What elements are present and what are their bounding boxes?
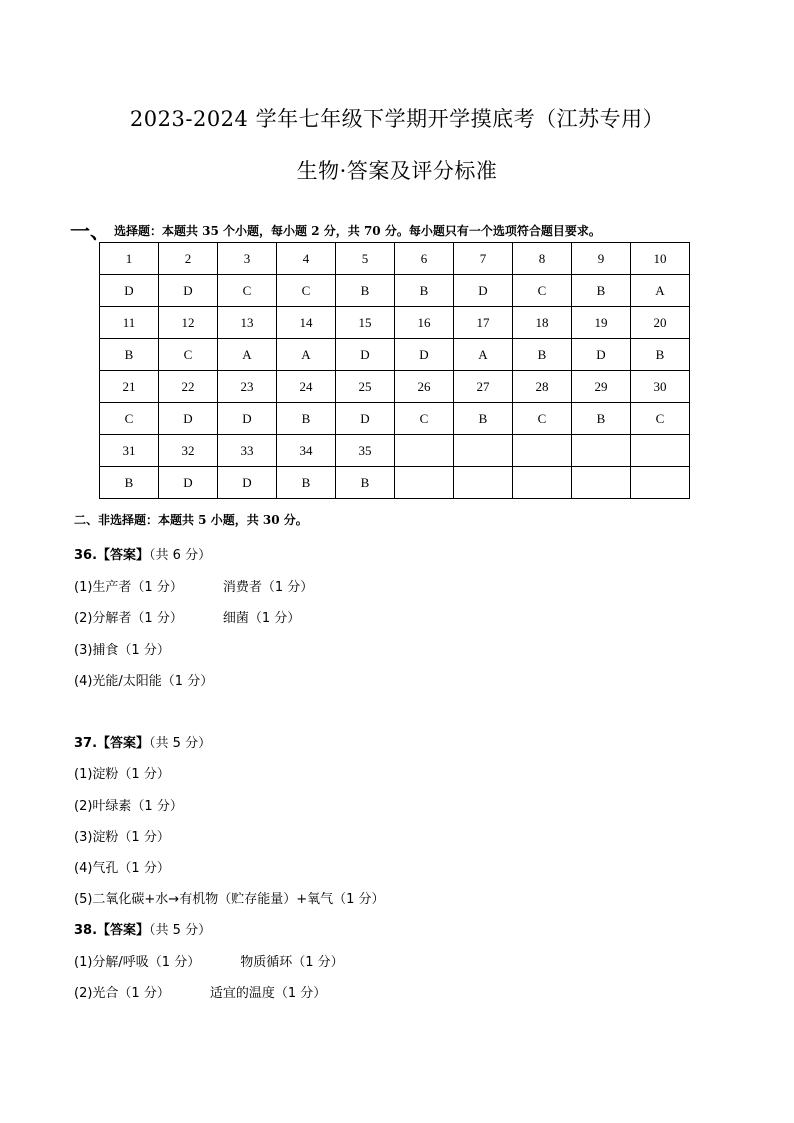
document-title: 2023-2024 学年七年级下学期开学摸底考（江苏专用） [129,107,665,131]
answer-cell: C [395,403,454,435]
q36-line-2 [74,607,300,626]
question-number-cell: 22 [159,371,218,403]
q38-answer-2b: 适宜的温度（1 分） [209,986,327,1001]
q38-answer-2a: (2)光合（1 分） [74,986,170,1001]
answer-cell: D [395,339,454,371]
q37-line-1: (1)淀粉（1 分） [74,767,170,782]
q37-label: 37. [74,736,98,751]
question-number-cell: 26 [395,371,454,403]
question-number-cell: 33 [218,435,277,467]
answer-cell: C [218,275,277,307]
q36-answer-1b: 消费者（1 分） [222,580,314,595]
question-number-cell: 7 [454,243,513,275]
q36-line-1 [74,576,313,595]
q36-line-4: (4)光能/太阳能（1 分） [74,674,214,689]
answer-cell [631,467,690,499]
question-number-cell: 3 [218,243,277,275]
q37-points: （共 5 分） [149,736,212,751]
answer-cell: B [395,275,454,307]
q36-label: 36. [74,548,98,563]
answer-cell: C [513,403,572,435]
question-number-cell: 20 [631,307,690,339]
question-number-cell: 9 [572,243,631,275]
q38-tag: 【答案】 [97,923,150,938]
question-number-cell [513,435,572,467]
answer-cell: C [513,275,572,307]
q37-header [74,732,211,751]
question-number-cell: 8 [513,243,572,275]
answer-cell: D [218,403,277,435]
question-number-cell: 12 [159,307,218,339]
answer-cell: B [454,403,513,435]
answer-cell: A [454,339,513,371]
question-number-cell: 28 [513,371,572,403]
q38-label: 38. [74,923,98,938]
q36-points: （共 6 分） [149,548,212,563]
question-number-row [100,435,690,467]
answer-cell: A [277,339,336,371]
answer-cell: B [336,467,395,499]
question-number-cell [454,435,513,467]
q36-answer-1a: (1)生产者（1 分） [74,580,183,595]
q38-points: （共 5 分） [149,923,212,938]
question-number-cell: 10 [631,243,690,275]
q36-header [74,544,211,563]
answer-cell: D [218,467,277,499]
answer-cell: B [572,275,631,307]
question-number-cell: 16 [395,307,454,339]
question-number-cell: 18 [513,307,572,339]
answer-cell: D [159,467,218,499]
q36-answer-2a: (2)分解者（1 分） [74,611,183,626]
answer-cell: D [159,403,218,435]
answer-cell: A [631,275,690,307]
question-number-cell: 5 [336,243,395,275]
answer-cell: B [631,339,690,371]
answer-cell [454,467,513,499]
q38-answer-1a: (1)分解/呼吸（1 分） [74,955,201,970]
answer-cell: B [336,275,395,307]
answer-cell: C [277,275,336,307]
question-number-cell: 17 [454,307,513,339]
question-number-cell: 34 [277,435,336,467]
question-number-cell [631,435,690,467]
q36-tag: 【答案】 [97,548,150,563]
question-number-row [100,243,690,275]
answer-cell: D [454,275,513,307]
q37-line-4: (4)气孔（1 分） [74,861,170,876]
question-number-cell: 21 [100,371,159,403]
section-1-text: 选择题：本题共 35 个小题，每小题 2 分，共 70 分。每小题只有一个选项符合题目要求。 [114,224,601,238]
answer-cell: D [159,275,218,307]
answer-cell: D [100,275,159,307]
question-number-row [100,307,690,339]
answer-cell [572,467,631,499]
question-number-cell: 1 [100,243,159,275]
question-number-cell: 6 [395,243,454,275]
question-number-cell [395,435,454,467]
q37-tag: 【答案】 [97,736,150,751]
question-number-cell: 35 [336,435,395,467]
question-number-cell: 23 [218,371,277,403]
answer-table [99,242,690,499]
question-number-cell: 27 [454,371,513,403]
question-number-cell: 14 [277,307,336,339]
answer-cell: B [572,403,631,435]
question-number-cell: 15 [336,307,395,339]
q36-line-3: (3)捕食（1 分） [74,643,170,658]
answer-cell: D [336,403,395,435]
question-number-cell: 24 [277,371,336,403]
q36-answer-2b: 细菌（1 分） [222,611,301,626]
answer-cell: B [277,403,336,435]
answer-cell: B [100,467,159,499]
section-1-number: 一、 [70,219,110,243]
section-2-heading: 二、非选择题：本题共 5 小题，共 30 分。 [74,513,308,527]
question-number-cell: 25 [336,371,395,403]
question-number-cell: 4 [277,243,336,275]
answer-row [100,339,690,371]
question-number-cell: 31 [100,435,159,467]
answer-row [100,403,690,435]
q38-header [74,919,211,938]
question-number-cell: 19 [572,307,631,339]
q38-line-2 [74,982,326,1001]
document-subtitle: 生物·答案及评分标准 [296,159,498,183]
answer-cell: B [513,339,572,371]
answer-cell: C [159,339,218,371]
answer-cell: C [631,403,690,435]
answer-cell: D [336,339,395,371]
q37-line-5: (5)二氧化碳+水→有机物（贮存能量）+氧气（1 分） [74,892,385,907]
answer-row [100,275,690,307]
answer-cell [513,467,572,499]
answer-row [100,467,690,499]
q38-line-1 [74,951,344,970]
question-number-cell [572,435,631,467]
question-number-cell: 32 [159,435,218,467]
answer-cell: A [218,339,277,371]
answer-cell [395,467,454,499]
question-number-cell: 2 [159,243,218,275]
question-number-cell: 11 [100,307,159,339]
answer-cell: B [100,339,159,371]
question-number-cell: 13 [218,307,277,339]
section-1-heading [70,215,750,244]
q38-answer-1b: 物质循环（1 分） [240,955,344,970]
question-number-row [100,371,690,403]
q37-line-3: (3)淀粉（1 分） [74,830,170,845]
answer-cell: D [572,339,631,371]
question-number-cell: 29 [572,371,631,403]
answer-cell: C [100,403,159,435]
q37-line-2: (2)叶绿素（1 分） [74,799,183,814]
answer-cell: B [277,467,336,499]
question-number-cell: 30 [631,371,690,403]
